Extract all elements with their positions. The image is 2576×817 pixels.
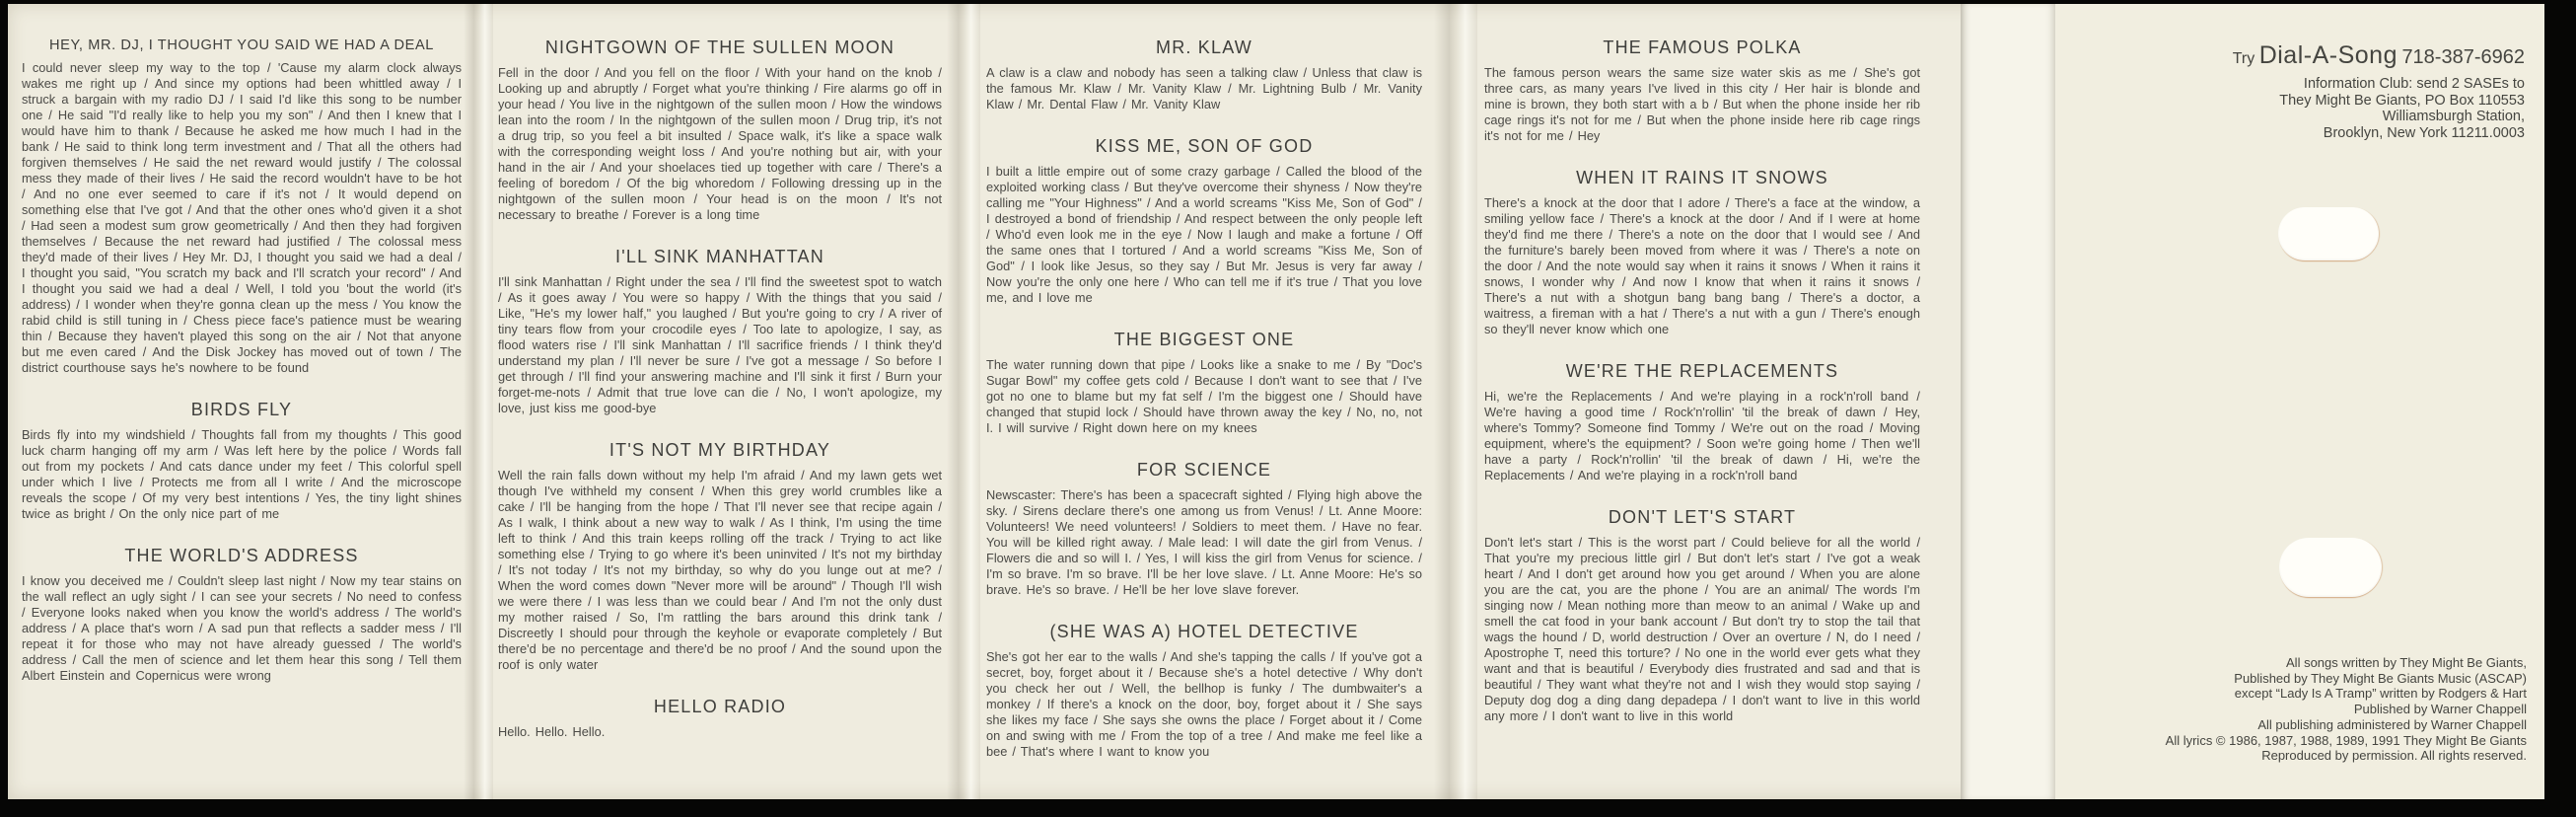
song-title: THE FAMOUS POLKA xyxy=(1603,37,1802,57)
song-title: IT'S NOT MY BIRTHDAY xyxy=(608,440,831,460)
song-lyrics: Don't let's start / This is the worst part / Could believe for all the world / That you're my precious little girl / But don't let's start / I've got a weak heart / And I don't get around how you get around / When you are alone you are the cat, you are the phone / You are an animal/ The words I'm singing now / Mean nothing more than meow to an animal / Wake up and smell the cat food in your bank account / But don't try to stop the tail that wags the hound / D, world destruction / Over an overture / N, do I need / Apostrophe T, need this torture? / No one in the world ever gets what they want and that is beautiful / Everybody dies frustrated and sad and that is beautiful / They want what they're not and I wish they would stop saying / Deputy dog dog a ding dang depadepa / I don't want to live in this world any more / I don't want to live in this world xyxy=(1484,535,1920,723)
song-lyrics: Well the rain falls down without my help I'm afraid / And my lawn gets wet though I've withheld my consent / When this grey world crumbles like a cake / I'll be hanging from the hope / That I'll never see that recipe again / As I walk, I think about a new way to walk / As I think, I'm using the time left to think / And this train keeps rolling off the track / Trying to act like something else / Trying to go where it's been uninvited / It's not my birthday / It's not today / It's not my birthday, so why do you lunge out at me? / When the word comes down "Never more will be around" / Though I'll wish we were there / I was less than we could bear / And I'm not the only dust my mother raised / So, I'm rattling the bars around this drink tank / Discreetly I should pour through the keyhole or evaporate completely / But there'd be no percentage and there'd be no proof / And the sound upon the roof is only water xyxy=(498,468,942,672)
song-title: WHEN IT RAINS IT SNOWS xyxy=(1576,168,1828,187)
song-title: KISS ME, SON OF GOD xyxy=(1095,136,1314,156)
fold-crease-3 xyxy=(1434,4,1477,799)
credit-line: Published by They Might Be Giants Music (ASCAP) xyxy=(2234,670,2527,686)
song-lyrics: Birds fly into my windshield / Thoughts fall from my thoughts / This good luck charm hanging off my arm / Was left here by the police / Words fall out from my pockets / And cats dance under my feet / This colorful spell under which I live / Protects me from all I write / And the microscope reveals the scope / Of my very best intentions / Yes, the tiny light shines twice as bright / On the only nice part of me xyxy=(22,427,462,521)
song-lyrics: There's a knock at the door that I adore / There's a face at the window, a smiling yellow face / There's a knock at the door / And if I were at home they'd find me there / There's a note on the door that I would see / And the furniture's barely been moved from where it was / There's a note on the door / And the note would say when it rains it snows / When it rains it snows, I wonder why / And now I know that when it rains it snows / There's a nut with a shotgun bang bang bang / There's a doctor, a waitress, a fireman with a hat / There's a nut with a gun / There's enough so they'll never know which one xyxy=(1484,195,1920,336)
song-title: NIGHTGOWN OF THE SULLEN MOON xyxy=(544,37,895,57)
song-lyrics: Newscaster: There's has been a spacecraft sighted / Flying high above the sky. / Sirens declare there's one among us from Venus! / Lt. Anne Moore: Volunteers! We need volunteers! / Soldiers to meet them. / Have no fear. You will be killed right away. / Male lead: I will date the girl from Venus. / Flowers die and so will I. / Yes, I will kiss the girl from Venus for science. / I'm so brave. I'm so brave. I'll be her love slave. / Lt. Anne Moore: He's so brave. He's so brave. / He'll be her love slave forever. xyxy=(986,487,1422,597)
dial-a-song-block xyxy=(2233,41,2525,141)
song-title: THE BIGGEST ONE xyxy=(1113,330,1295,349)
lyrics-panel-1 xyxy=(22,4,462,799)
song-title: THE WORLD'S ADDRESS xyxy=(124,546,359,565)
cover-panel xyxy=(2055,4,2544,799)
credit-line: All publishing administered by Warner Chappell xyxy=(2257,716,2527,732)
song-lyrics: The water running down that pipe / Looks like a snake to me / By "Doc's Sugar Bowl" my coffee gets cold / Because I don't want to see that / I've got no one to blame but my fat self / I'm the biggest one / Should have changed that stupid lock / Should have thrown away the key / No, no, not I. I will survive / Right down here on my knees xyxy=(986,357,1422,435)
song-lyrics: A claw is a claw and nobody has seen a talking claw / Unless that claw is the famous Mr. Klaw / Mr. Vanity Klaw / Mr. Lightning Bulb / Mr. Vanity Klaw / Mr. Dental Flaw / Mr. Vanity Klaw xyxy=(986,65,1422,111)
lyrics-panel-3 xyxy=(986,4,1422,799)
song-title: FOR SCIENCE xyxy=(1136,460,1272,480)
dial-a-song-name: Dial-A-Song xyxy=(2258,41,2397,69)
song-title: MR. KLAW xyxy=(1156,37,1252,57)
credit-line: Reproduced by permission. All rights reserved. xyxy=(2261,748,2527,764)
song-title: (SHE WAS A) HOTEL DETECTIVE xyxy=(1049,622,1359,641)
die-cut-hole-top xyxy=(2278,207,2379,260)
die-cut-hole-bottom xyxy=(2279,538,2382,597)
dial-a-song-line xyxy=(2233,41,2525,70)
credit-line: except “Lady Is A Tramp” written by Rodgers & Hart xyxy=(2234,686,2527,702)
song-title: BIRDS FLY xyxy=(190,400,293,419)
song-lyrics: The famous person wears the same size water skis as me / She's got three cars, as many years I've lived in this city / Her hair is blonde and mine is brown, they both start with a b / But when the phone inside her rib cage rings it's not for me / But when the phone inside here rib cage rings it's not for me / Hey xyxy=(1484,65,1920,143)
song-lyrics: Hello. Hello. Hello. xyxy=(498,724,606,739)
credit-line: All songs written by They Might Be Giants, xyxy=(2286,655,2527,671)
lyrics-panel-2 xyxy=(498,4,942,799)
credit-line: All lyrics © 1986, 1987, 1988, 1989, 1991 They Might Be Giants xyxy=(2165,732,2527,748)
song-lyrics: I built a little empire out of some crazy garbage / Called the blood of the exploited working class / But they've overcome their shyness / Now they're calling me "Your Highness" / And a world screams "Kiss Me, Son of God" / I destroyed a bond of friendship / And respect between the only people left / Who'd even look me in the eye / Now I laugh and make a fortune / Off the same ones that I tortured / And a world screams "Kiss Me, Son of God" / I look like Jesus, so they say / But Mr. Jesus is very far away / Now you're the only one here / Who can tell me if it's true / That you love me, and I love me xyxy=(986,164,1422,305)
song-lyrics: I know you deceived me / Couldn't sleep last night / Now my tear stains on the wall reflect an ugly sight / I can see your secrets / No need to confess / Everyone looks naked when you know the world's address / The world's address / A place that's worn / A sad pun that reflects a sadder mess / I'll repeat it for those who may not have already guessed / The world's address / Call the men of science and let them hear this song / Tell them Albert Einstein and Copernicus were wrong xyxy=(22,573,462,683)
credit-line: Published by Warner Chappell xyxy=(2353,702,2527,717)
song-lyrics: Fell in the door / And you fell on the floor / With your hand on the knob / Looking up and abruptly / Forget what you're thinking / Fire alarms go off in your head / You live in the nightgown of the sullen moon / How the windows lean into the room / In the nightgown of the sullen moon / Drug trip, it's not a drug trip, so you feel a bit insulted / Space walk, it's like a space walk with the corresponding weight loss / And you're nothing but air, with your hand in the air / And your shoelaces tied up together with care / There's a feeling of boredom / Of the big whoredom / Following dressing up in the nightgown of the sullen moon / Your head is on the moon / It's not necessary to breathe / Forever is a long time xyxy=(498,65,942,222)
song-lyrics: Hi, we're the Replacements / And we're playing in a rock'n'roll band / We're having a good time / Rock'n'rollin' 'til the break of dawn / Hey, where's Tommy? Someone find Tommy / We're out on the road / Moving equipment, where's the equipment? / Soon we're going home / Then we'll have a party / Rock'n'rollin' 'til the break of dawn / Hi, we're the Replacements / And we're playing in a rock'n'roll band xyxy=(1484,389,1920,483)
song-title: I'LL SINK MANHATTAN xyxy=(615,247,824,266)
song-title: WE'RE THE REPLACEMENTS xyxy=(1565,361,1839,381)
info-club-line: Williamsburgh Station, xyxy=(2382,109,2525,124)
liner-paper xyxy=(8,4,2544,799)
fold-crease-1 xyxy=(464,4,493,799)
info-club-line: Brooklyn, New York 11211.0003 xyxy=(2323,124,2525,141)
dial-a-song-phone: 718-387-6962 xyxy=(2401,46,2525,68)
song-lyrics: I could never sleep my way to the top / 'Cause my alarm clock always wakes me right up / And since my options had been whittled away / I struck a bargain with my radio DJ / I said I'd like this song to be number one / He said "I'd really like to help you my son" / And then I knew that I would have him to thank / Because he asked me how much I had in the bank / He said to think long term investment and / That all the others had forgiven themselves / He said the net reward would justify / The colossal mess they made of their lives / He said the record wouldn't have to be hot / And no one ever seemed to care if it's not / It would depend on something else that I've got / And that the other ones who'd given it a shot / Had seen a modest sum grow geometrically / And then they had forgiven themselves / Because the net reward had justified / The colossal mess they'd made of their lives / Hey Mr. DJ, I thought you said we had a deal / I thought you said, "You scratch my back and I'll scratch your record" / And I thought you said we had a deal / Well, I told you 'bout the world (it's address) / I wonder when they're gonna clean up the mess / You know the rabid child is still tuning in / Chess piece face's patience must be wearing thin / Because they haven't played this song on the air / Not that anyone but me even cared / And the Disk Jockey has moved out of town / The district courthouse says he's nowhere to be found xyxy=(22,60,462,375)
info-club-line: They Might Be Giants, PO Box 110553 xyxy=(2279,92,2525,109)
song-lyrics: She's got her ear to the walls / And she's tapping the calls / If you've got a secret, boy, forget about it / Because she's a hotel detective / Why don't you check her out / Well, the bellhop is funky / The dumbwaiter's a monkey / If there's a knock on the door, boy, forget about it / She says she likes my face / She says she owns the place / Forget about it / Come on and swing with me / From the top of a tree / And make me feel like a bee / That's where I want to know you xyxy=(986,649,1422,759)
spine-panel xyxy=(1961,4,2055,799)
dial-try-label: Try xyxy=(2232,50,2255,67)
song-title: HEY, MR. DJ, I THOUGHT YOU SAID WE HAD A DEAL xyxy=(48,37,435,53)
song-title: HELLO RADIO xyxy=(653,697,787,716)
song-lyrics: I'll sink Manhattan / Right under the sea / I'll find the sweetest spot to watch / As it goes away / You were so happy / With the things that you said / Like, "He's my lower half," you laughed / But you're going to cry / A river of tiny tears flow from your crocodile eyes / Too late to apologize, I say, as flood waters rise / I'll sink Manhattan / I'll sacrifice friends / I think they'd understand my plan / I'll never be sure / I've got a message / So before I get through / I'll find your answering machine and I'll sink it first / Burn your forget-me-nots / Admit that true love can die / No, I won't apologize, my love, just kiss me good-bye xyxy=(498,274,942,415)
song-title: DON'T LET'S START xyxy=(1608,507,1797,527)
credits-block xyxy=(2166,655,2527,764)
fold-crease-2 xyxy=(947,4,980,799)
lyrics-panel-4 xyxy=(1484,4,1920,799)
info-club-line: Information Club: send 2 SASEs to xyxy=(2303,76,2525,92)
